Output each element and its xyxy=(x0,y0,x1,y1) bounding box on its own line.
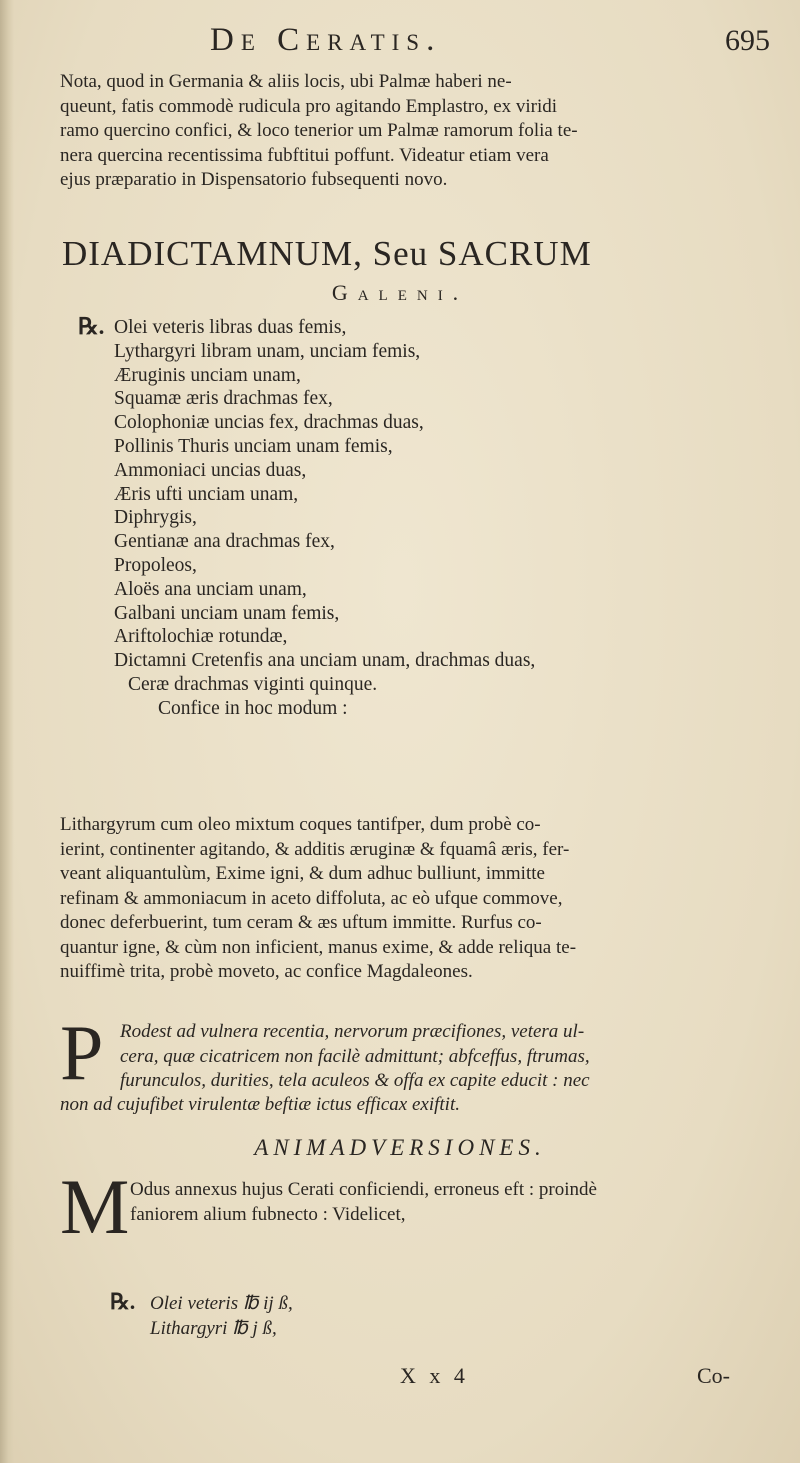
recipe-symbol: ℞. xyxy=(78,314,105,339)
recipe-item: Squamæ æris drachmas fex, xyxy=(114,388,333,410)
running-head-title: De Ceratis. xyxy=(210,22,442,58)
recipe-item: Gentianæ ana drachmas fex, xyxy=(114,531,335,553)
recipe-item: Olei veteris libras duas femis, xyxy=(114,317,347,338)
uses-line: Rodest ad vulnera recentia, nervorum præcifiones, vetera ul- xyxy=(120,1021,585,1042)
signature-mark: X x 4 xyxy=(400,1363,469,1388)
uses-line: furunculos, durities, tela aculeos & offa ex capite educit : nec xyxy=(120,1070,590,1091)
recipe-item: Aloës ana unciam unam, xyxy=(114,578,307,600)
recipe-item: Propoleos, xyxy=(114,554,197,576)
animadversiones-line: faniorem alium fubnecto : Videlicet, xyxy=(130,1203,406,1225)
page-footer xyxy=(0,1363,800,1393)
section-heading: DIADICTAMNUM, Seu SACRUM xyxy=(62,234,592,273)
intro-line: nera quercina recentissima fubftitui poffunt. Videatur etiam vera xyxy=(60,144,549,166)
recipe-item: Colophoniæ uncias fex, drachmas duas, xyxy=(114,412,424,434)
animadversiones-heading: ANIMADVERSIONES. xyxy=(254,1135,546,1160)
section-subheading: Galeni. xyxy=(331,280,469,305)
method-line: donec deferbuerint, tum ceram & æs uftum immitte. Rurfus co- xyxy=(60,912,542,933)
method-line: refinam & ammoniacum in aceto diffoluta, ac eò ufque commove, xyxy=(60,887,563,909)
method-line: ierint, continenter agitando, & additis æruginæ & fquamâ æris, fer- xyxy=(60,838,570,860)
intro-paragraph xyxy=(60,70,760,193)
page-number: 695 xyxy=(725,24,770,57)
method-line: nuiffimè trita, probè moveto, ac confice Magdaleones. xyxy=(60,961,473,982)
recipe-item: Pollinis Thuris unciam unam femis, xyxy=(114,435,393,457)
recipe-item: Olei veteris ℔ ij ß, xyxy=(150,1293,293,1314)
recipe-item: Dictamni Cretenfis ana unciam unam, drachmas duas, xyxy=(114,650,536,672)
animadversiones-line: Odus annexus hujus Cerati conficiendi, erroneus eft : proindè xyxy=(130,1179,597,1200)
recipe-list xyxy=(78,316,778,721)
animadversiones-paragraph xyxy=(130,1178,760,1227)
intro-line: ejus præparatio in Dispensatorio fubsequenti novo. xyxy=(60,169,448,190)
method-line: veant aliquantulùm, Exime igni, & dum adhuc bulliunt, immitte xyxy=(60,863,545,884)
recipe-symbol-2: ℞. xyxy=(110,1289,136,1314)
intro-line: Nota, quod in Germania & aliis locis, ubi Palmæ haberi ne- xyxy=(60,71,512,92)
recipe-item: Galbani unciam unam femis, xyxy=(114,602,340,624)
uses-paragraph xyxy=(120,1020,760,1094)
uses-line: cera, quæ cicatricem non facilè admittunt; abfceffus, ftrumas, xyxy=(120,1045,590,1067)
uses-line: non ad cujufibet virulentæ beftiæ ictus efficax exiftit. xyxy=(60,1094,460,1115)
catchword: Co- xyxy=(697,1363,730,1388)
drop-cap-m: M xyxy=(60,1163,130,1250)
recipe-item: Ceræ drachmas viginti quinque. xyxy=(128,673,378,695)
animadversiones-recipe xyxy=(150,1292,650,1341)
recipe-item: Æruginis unciam unam, xyxy=(114,364,301,386)
recipe-item: Lithargyri ℔ j ß, xyxy=(150,1317,277,1339)
recipe-item: Ammoniaci uncias duas, xyxy=(114,459,307,481)
recipe-item: Lythargyri libram unam, unciam femis, xyxy=(114,340,421,362)
page-gutter-shadow xyxy=(0,0,14,1463)
recipe-item: Æris ufti unciam unam, xyxy=(114,483,299,505)
method-paragraph xyxy=(60,813,760,985)
uses-paragraph-end xyxy=(60,1093,760,1118)
method-line: Lithargyrum cum oleo mixtum coques tantifper, dum probè co- xyxy=(60,814,541,835)
recipe-item: Confice in hoc modum : xyxy=(158,697,348,719)
method-line: quantur igne, & cùm non inficient, manus exime, & adde reliqua te- xyxy=(60,936,577,958)
intro-line: ramo quercino confici, & loco tenerior um Palmæ ramorum folia te- xyxy=(60,120,578,141)
recipe-item: Diphrygis, xyxy=(114,507,197,529)
drop-cap-p: P xyxy=(60,1009,104,1096)
recipe-item: Ariftolochiæ rotundæ, xyxy=(114,626,288,648)
intro-line: queunt, fatis commodè rudicula pro agitando Emplastro, ex viridi xyxy=(60,95,558,117)
running-head xyxy=(210,22,770,62)
